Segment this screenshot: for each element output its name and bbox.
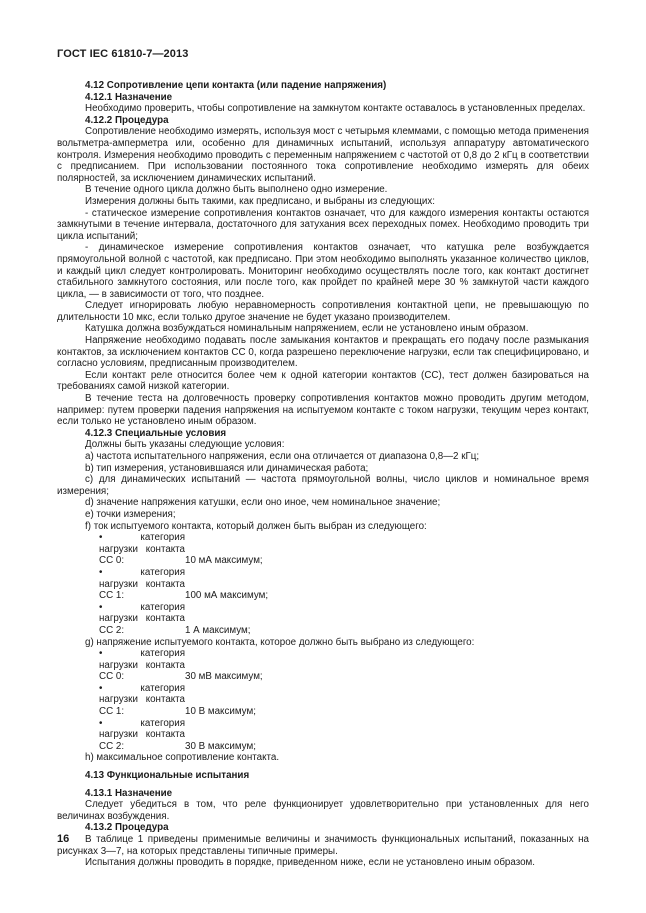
paragraph: Испытания должны проводить в порядке, приведенном ниже, если не установлено иным образом.: [85, 857, 536, 869]
sub-list-item: [57, 648, 589, 683]
sub-list-value: 1 А максимум;: [185, 624, 251, 636]
sub-list-value: 30 В максимум;: [185, 740, 256, 752]
paragraph: В течение теста на долговечность проверку сопротивления контактов можно проводить другим методом, например: путем проверки падения напряжения на испытуемом контакте с током нагрузки, текущим через контакт, если только не установлено иным образом.: [57, 393, 589, 428]
sub-list-value: 10 В максимум;: [185, 706, 256, 718]
paragraph: Измерения должны быть такими, как предписано, и выбраны из следующих:: [85, 195, 435, 207]
sub-list-item: [57, 602, 589, 637]
paragraph: Если контакт реле относится более чем к одной категории контактов (CC), тест должен базироваться на требованиях самой низкой категории.: [57, 369, 589, 393]
sub-list-value: 30 мВ максимум;: [185, 671, 263, 683]
section-heading: 4.13.1 Назначение: [85, 787, 173, 799]
paragraph: h) максимальное сопротивление контакта.: [85, 752, 280, 764]
sub-list-label: • категория нагрузки контакта CC 1:: [99, 682, 185, 718]
paragraph: Катушка должна возбуждаться номинальным напряжением, если не установлено иным образом.: [85, 323, 529, 335]
sub-list-value: 10 мА максимум;: [185, 555, 263, 567]
paragraph: Напряжение необходимо подавать после замыкания контактов и прекращать его подачу после размыкания контактов, за исключением контактов CC 0, когда разрешено переключение нагрузки, если так специфицировано, и согласно условиям, предписанным производителем.: [57, 335, 589, 370]
section-heading: 4.12.1 Назначение: [85, 91, 173, 103]
sub-list-label: • категория нагрузки контакта CC 1:: [99, 566, 185, 602]
paragraph: d) значение напряжения катушки, если оно иное, чем номинальное значение;: [85, 497, 441, 509]
paragraph: g) напряжение испытуемого контакта, которое должно быть выбрано из следующего:: [85, 636, 475, 648]
paragraph: f) ток испытуемого контакта, который должен быть выбран из следующего:: [85, 520, 427, 532]
paragraph: c) для динамических испытаний — частота прямоугольной волны, число циклов и номинальное время измерения;: [57, 474, 589, 497]
paragraph: Необходимо проверить, чтобы сопротивление на замкнутом контакте оставалось в установленных пределах.: [85, 103, 586, 115]
paragraph: Сопротивление необходимо измерять, используя мост с четырьмя клеммами, с помощью метода применения вольтметра-амперметра или, особенно для динамичных испытаний, используя аппаратуру автоматического контроля. Измерения необходимо проводить с переменным напряжением с частотой от 0,8 до 2 кГц в соответствии с предписанием. При использовании постоянного тока сопротивление необходимо измерять для обеих полярностей, за исключением динамических испытаний.: [57, 126, 589, 184]
section-heading: 4.12.3 Специальные условия: [85, 427, 227, 439]
sub-list-item: [57, 718, 589, 753]
section-heading: 4.12 Сопротивление цепи контакта (или падение напряжения): [85, 80, 387, 91]
paragraph: - статическое измерение сопротивления контактов означает, что для каждого измерения контакты остаются замкнутыми в течение интервала, достаточного для затухания всех переходных помех. Необходимо проводить три цикла испытаний;: [57, 207, 589, 242]
sub-list-item: [57, 532, 589, 567]
paragraph: В таблице 1 приведены применимые величины и значимость функциональных испытаний, показанных на рисунках 3—7, на которых представлены типичные примеры.: [57, 834, 589, 857]
paragraph: Следует убедиться в том, что реле функционирует удовлетворительно при установленных для него величинах возбуждения.: [57, 799, 589, 822]
sub-list-label: • категория нагрузки контакта CC 2:: [99, 601, 185, 636]
sub-list-value: 100 мА максимум;: [185, 590, 269, 602]
paragraph: b) тип измерения, установившаяся или динамическая работа;: [85, 462, 369, 474]
sub-list-label: • категория нагрузки контакта CC 0:: [99, 648, 185, 683]
paragraph: В течение одного цикла должно быть выполнено одно измерение.: [85, 184, 388, 196]
section-heading: 4.13 Функциональные испытания: [85, 770, 250, 782]
sub-list-label: • категория нагрузки контакта CC 0:: [99, 532, 185, 567]
paragraph: - динамическое измерение сопротивления контактов означает, что катушка реле возбуждается прямоугольной волной с частотой, как предписано. При этом необходимо выполнять указанное количество циклов, и каждый цикл следует контролировать. Мониторинг необходимо осуществлять после того, как контакт достигнет стабильного замкнутого состояния, или после того, как пройдет по крайней мере 30 % замкнутой части каждого цикла, — в зависимости от того, что позднее.: [57, 242, 589, 300]
sub-list-item: [57, 683, 589, 718]
page-number: 16: [57, 833, 70, 845]
paragraph: a) частота испытательного напряжения, если она отличается от диапазона 0,8—2 кГц;: [85, 451, 480, 462]
document-header: ГОСТ IEC 61810-7—2013: [57, 48, 189, 60]
sub-list-label: • категория нагрузки контакта CC 2:: [99, 717, 185, 752]
document-body: [57, 80, 589, 869]
sub-list-item: [57, 567, 589, 602]
section-heading: 4.13.2 Процедура: [85, 822, 169, 834]
paragraph: e) точки измерения;: [85, 508, 176, 520]
paragraph: Должны быть указаны следующие условия:: [85, 439, 285, 451]
paragraph: Следует игнорировать любую неравномерность сопротивления контактной цепи, не превышающую по длительности 10 мкс, если только другое значение не будет указано производителем.: [57, 300, 589, 323]
section-heading: 4.12.2 Процедура: [85, 114, 169, 126]
